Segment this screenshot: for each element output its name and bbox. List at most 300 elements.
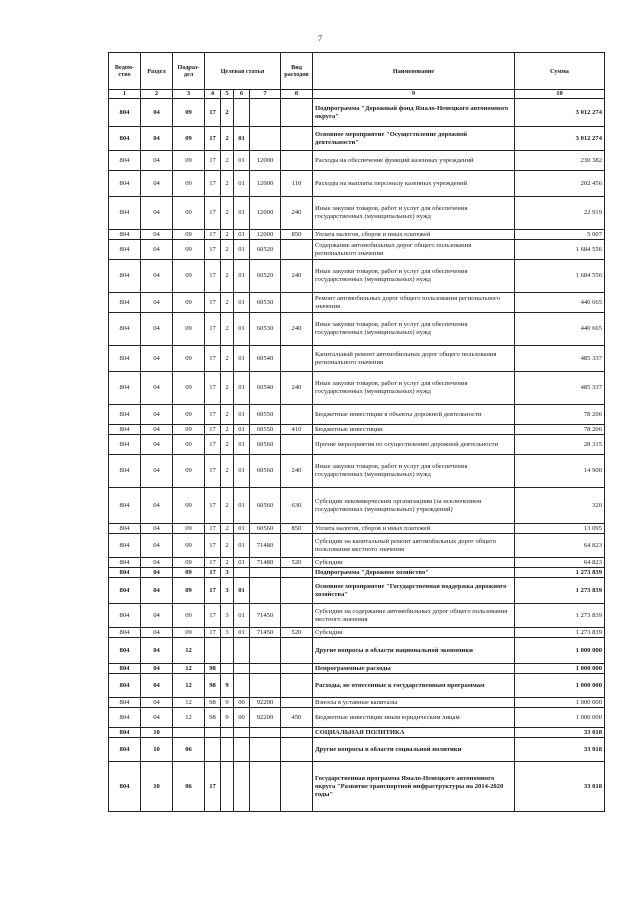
ved-cell: 804 [109, 534, 141, 558]
table-row [109, 435, 605, 455]
name-cell: СОЦИАЛЬНАЯ ПОЛИТИКА [313, 728, 515, 738]
cs2-cell: 2 [221, 435, 234, 455]
cs1-cell [205, 728, 221, 738]
cs1-cell: 17 [205, 435, 221, 455]
header-podrazdel: Подраз-дел [173, 53, 205, 90]
razdel-cell: 04 [141, 534, 173, 558]
ved-cell: 804 [109, 698, 141, 708]
table-row [109, 151, 605, 171]
cs3-cell: 01 [234, 197, 250, 230]
razdel-cell: 04 [141, 313, 173, 346]
cs2-cell: 2 [221, 127, 234, 151]
podrazdel-cell: 09 [173, 534, 205, 558]
cs3-cell: 01 [234, 534, 250, 558]
cs2-cell: 2 [221, 488, 234, 524]
razdel-cell: 04 [141, 628, 173, 638]
cs4-cell: 60530 [250, 313, 281, 346]
podrazdel-cell: 09 [173, 558, 205, 568]
ved-cell: 804 [109, 127, 141, 151]
cs1-cell: 17 [205, 372, 221, 405]
cs1-cell: 17 [205, 405, 221, 425]
vid-cell [281, 534, 313, 558]
name-cell: Бюджетные инвестиции в объекты дорожной деятельности [313, 405, 515, 425]
cs3-cell: 01 [234, 488, 250, 524]
razdel-cell: 04 [141, 260, 173, 293]
cs1-cell: 17 [205, 313, 221, 346]
cs2-cell: 2 [221, 230, 234, 240]
table-row [109, 346, 605, 372]
vid-cell: 110 [281, 171, 313, 197]
razdel-cell: 04 [141, 346, 173, 372]
cs2-cell [221, 728, 234, 738]
cs3-cell: 01 [234, 628, 250, 638]
ved-cell: 804 [109, 578, 141, 604]
podrazdel-cell: 09 [173, 260, 205, 293]
cs3-cell: 01 [234, 425, 250, 435]
vid-cell [281, 728, 313, 738]
cs4-cell: 60520 [250, 260, 281, 293]
header-name: Наименование [313, 53, 515, 90]
ved-cell: 804 [109, 293, 141, 313]
ved-cell: 804 [109, 628, 141, 638]
cs3-cell: 01 [234, 455, 250, 488]
razdel-cell: 04 [141, 99, 173, 127]
ved-cell: 804 [109, 558, 141, 568]
cs4-cell [250, 638, 281, 664]
razdel-cell: 04 [141, 455, 173, 488]
cs2-cell: 9 [221, 698, 234, 708]
cs2-cell: 2 [221, 455, 234, 488]
name-cell: Другие вопросы в области социальной политики [313, 738, 515, 762]
cs1-cell: 17 [205, 99, 221, 127]
cs3-cell: 01 [234, 240, 250, 260]
podrazdel-cell: 09 [173, 346, 205, 372]
cs3-cell [234, 638, 250, 664]
vid-cell: 240 [281, 372, 313, 405]
podrazdel-cell: 12 [173, 674, 205, 698]
ved-cell: 804 [109, 488, 141, 524]
table-row [109, 293, 605, 313]
razdel-cell: 04 [141, 638, 173, 664]
table-row [109, 628, 605, 638]
ved-cell: 804 [109, 664, 141, 674]
name-cell: Ремонт автомобильных дорог общего пользования регионального значения [313, 293, 515, 313]
cs2-cell [221, 638, 234, 664]
cs2-cell: 2 [221, 151, 234, 171]
cs4-cell: 60560 [250, 488, 281, 524]
sum-cell: 1 000 000 [515, 638, 605, 664]
col-num: 7 [250, 90, 281, 99]
ved-cell: 804 [109, 240, 141, 260]
table-row [109, 127, 605, 151]
cs2-cell: 2 [221, 405, 234, 425]
sum-cell: 1 273 839 [515, 578, 605, 604]
cs3-cell: 01 [234, 313, 250, 346]
vid-cell [281, 604, 313, 628]
cs2-cell: 2 [221, 197, 234, 230]
cs2-cell: 2 [221, 293, 234, 313]
cs2-cell: 2 [221, 99, 234, 127]
cs4-cell [250, 99, 281, 127]
podrazdel-cell: 09 [173, 435, 205, 455]
cs3-cell: 00 [234, 708, 250, 728]
cs1-cell: 17 [205, 293, 221, 313]
vid-cell: 850 [281, 524, 313, 534]
ved-cell: 804 [109, 346, 141, 372]
cs3-cell: 01 [234, 293, 250, 313]
cs3-cell [234, 738, 250, 762]
vid-cell [281, 762, 313, 812]
ved-cell: 804 [109, 260, 141, 293]
cs1-cell: 17 [205, 127, 221, 151]
cs3-cell: 01 [234, 405, 250, 425]
name-cell: Государственная программа Ямало-Ненецкого автономного округа "Развитие транспортной инфраструктуры на 2014-2020 годы" [313, 762, 515, 812]
table-row [109, 708, 605, 728]
cs1-cell: 17 [205, 488, 221, 524]
ved-cell: 804 [109, 638, 141, 664]
sum-cell: 1 273 839 [515, 568, 605, 578]
sum-cell: 230 382 [515, 151, 605, 171]
vid-cell: 520 [281, 628, 313, 638]
cs2-cell: 2 [221, 372, 234, 405]
name-cell: Капитальный ремонт автомобильных дорог общего пользования регионального значения [313, 346, 515, 372]
name-cell: Иные закупки товаров, работ и услуг для обеспечения государственных (муниципальных) нужд [313, 455, 515, 488]
cs3-cell: 01 [234, 435, 250, 455]
cs4-cell: 92200 [250, 698, 281, 708]
table-row [109, 738, 605, 762]
razdel-cell: 04 [141, 568, 173, 578]
podrazdel-cell: 09 [173, 313, 205, 346]
sum-cell: 1 000 000 [515, 674, 605, 698]
vid-cell: 850 [281, 230, 313, 240]
col-num: 2 [141, 90, 173, 99]
table-row [109, 604, 605, 628]
vid-cell [281, 738, 313, 762]
cs2-cell: 2 [221, 425, 234, 435]
ved-cell: 804 [109, 151, 141, 171]
razdel-cell: 04 [141, 558, 173, 568]
cs1-cell: 17 [205, 558, 221, 568]
table-row [109, 762, 605, 812]
cs1-cell: 17 [205, 260, 221, 293]
sum-cell: 1 273 839 [515, 604, 605, 628]
name-cell: Расходы на выплаты персоналу казенных учреждений [313, 171, 515, 197]
podrazdel-cell: 09 [173, 151, 205, 171]
ved-cell: 804 [109, 405, 141, 425]
vid-cell [281, 664, 313, 674]
cs2-cell: 9 [221, 674, 234, 698]
ved-cell: 804 [109, 99, 141, 127]
cs1-cell: 98 [205, 674, 221, 698]
vid-cell [281, 151, 313, 171]
cs1-cell: 17 [205, 534, 221, 558]
name-cell: Взносы в уставные капиталы [313, 698, 515, 708]
cs2-cell: 3 [221, 628, 234, 638]
cs4-cell [250, 762, 281, 812]
col-num: 4 [205, 90, 221, 99]
name-cell: Субсидии [313, 628, 515, 638]
name-cell: Бюджетные инвестиции иным юридическим лицам [313, 708, 515, 728]
sum-cell: 1 000 000 [515, 698, 605, 708]
header-sum: Сумма [515, 53, 605, 90]
razdel-cell: 10 [141, 762, 173, 812]
cs4-cell: 12000 [250, 197, 281, 230]
cs3-cell [234, 664, 250, 674]
cs4-cell: 71480 [250, 558, 281, 568]
cs2-cell [221, 762, 234, 812]
cs3-cell: 01 [234, 151, 250, 171]
razdel-cell: 04 [141, 488, 173, 524]
column-number-row [109, 90, 605, 99]
podrazdel-cell: 09 [173, 293, 205, 313]
cs4-cell [250, 664, 281, 674]
ved-cell: 804 [109, 197, 141, 230]
razdel-cell: 04 [141, 230, 173, 240]
table-row [109, 240, 605, 260]
cs1-cell: 17 [205, 628, 221, 638]
razdel-cell: 04 [141, 698, 173, 708]
vid-cell: 240 [281, 260, 313, 293]
table-row [109, 171, 605, 197]
cs3-cell [234, 762, 250, 812]
sum-cell: 64 823 [515, 534, 605, 558]
cs4-cell [250, 568, 281, 578]
sum-cell: 440 665 [515, 293, 605, 313]
vid-cell [281, 578, 313, 604]
sum-cell: 3 012 274 [515, 99, 605, 127]
col-num: 5 [221, 90, 234, 99]
cs2-cell: 2 [221, 260, 234, 293]
cs4-cell: 12000 [250, 230, 281, 240]
table-row [109, 578, 605, 604]
sum-cell: 1 000 000 [515, 708, 605, 728]
vid-cell: 520 [281, 558, 313, 568]
table-row [109, 698, 605, 708]
table-row [109, 425, 605, 435]
name-cell: Другие вопросы в области национальной экономики [313, 638, 515, 664]
table-row [109, 313, 605, 346]
sum-cell: 13 095 [515, 524, 605, 534]
cs1-cell: 17 [205, 425, 221, 435]
name-cell: Основное мероприятие "Государственная поддержка дорожного хозяйства" [313, 578, 515, 604]
razdel-cell: 04 [141, 664, 173, 674]
razdel-cell: 04 [141, 240, 173, 260]
cs1-cell [205, 738, 221, 762]
cs2-cell: 2 [221, 524, 234, 534]
sum-cell: 1 684 556 [515, 240, 605, 260]
vid-cell [281, 127, 313, 151]
sum-cell: 485 337 [515, 372, 605, 405]
cs2-cell: 3 [221, 578, 234, 604]
cs1-cell: 17 [205, 240, 221, 260]
cs2-cell: 2 [221, 534, 234, 558]
sum-cell: 3 012 274 [515, 127, 605, 151]
name-cell: Подпрограмма "Дорожное хозяйство" [313, 568, 515, 578]
table-row [109, 524, 605, 534]
sum-cell: 14 900 [515, 455, 605, 488]
name-cell: Субсидии на капитальный ремонт автомобильных дорог общего пользования местного значения [313, 534, 515, 558]
cs3-cell: 01 [234, 127, 250, 151]
table-row [109, 99, 605, 127]
ved-cell: 804 [109, 524, 141, 534]
cs4-cell: 71450 [250, 604, 281, 628]
name-cell: Содержание автомобильных дорог общего пользования регионального значения [313, 240, 515, 260]
sum-cell: 5 007 [515, 230, 605, 240]
sum-cell: 440 665 [515, 313, 605, 346]
cs4-cell: 60560 [250, 435, 281, 455]
cs4-cell [250, 127, 281, 151]
sum-cell: 64 823 [515, 558, 605, 568]
razdel-cell: 10 [141, 728, 173, 738]
razdel-cell: 04 [141, 674, 173, 698]
table-row [109, 674, 605, 698]
podrazdel-cell: 09 [173, 240, 205, 260]
cs3-cell [234, 674, 250, 698]
vid-cell [281, 435, 313, 455]
podrazdel-cell: 09 [173, 171, 205, 197]
razdel-cell: 04 [141, 604, 173, 628]
vid-cell [281, 99, 313, 127]
header-ved: Ведом-ство [109, 53, 141, 90]
vid-cell [281, 346, 313, 372]
ved-cell: 804 [109, 568, 141, 578]
razdel-cell: 04 [141, 524, 173, 534]
podrazdel-cell: 09 [173, 524, 205, 534]
cs3-cell: 01 [234, 230, 250, 240]
podrazdel-cell: 09 [173, 197, 205, 230]
vid-cell: 450 [281, 708, 313, 728]
razdel-cell: 10 [141, 738, 173, 762]
vid-cell [281, 674, 313, 698]
sum-cell: 1 000 000 [515, 664, 605, 674]
podrazdel-cell: 09 [173, 372, 205, 405]
cs1-cell: 98 [205, 708, 221, 728]
cs1-cell: 98 [205, 664, 221, 674]
cs4-cell: 60520 [250, 240, 281, 260]
razdel-cell: 04 [141, 708, 173, 728]
name-cell: Субсидии [313, 558, 515, 568]
sum-cell: 78 206 [515, 425, 605, 435]
name-cell: Уплата налогов, сборов и иных платежей [313, 524, 515, 534]
sum-cell: 22 919 [515, 197, 605, 230]
cs2-cell: 3 [221, 568, 234, 578]
podrazdel-cell: 12 [173, 698, 205, 708]
cs1-cell: 17 [205, 604, 221, 628]
name-cell: Уплата налогов, сборов и иных платежей [313, 230, 515, 240]
podrazdel-cell: 12 [173, 664, 205, 674]
cs1-cell: 17 [205, 578, 221, 604]
table-row [109, 405, 605, 425]
ved-cell: 804 [109, 762, 141, 812]
table-row [109, 728, 605, 738]
col-num: 6 [234, 90, 250, 99]
table-row [109, 372, 605, 405]
cs2-cell [221, 738, 234, 762]
cs1-cell: 17 [205, 762, 221, 812]
cs3-cell [234, 568, 250, 578]
podrazdel-cell: 09 [173, 488, 205, 524]
ved-cell: 804 [109, 708, 141, 728]
razdel-cell: 04 [141, 435, 173, 455]
name-cell: Расходы, не отнесенные к государственным программам [313, 674, 515, 698]
cs1-cell: 17 [205, 230, 221, 240]
cs3-cell: 01 [234, 524, 250, 534]
sum-cell: 33 018 [515, 738, 605, 762]
cs4-cell: 60550 [250, 425, 281, 435]
podrazdel-cell: 12 [173, 708, 205, 728]
col-num: 1 [109, 90, 141, 99]
page-number: 7 [318, 34, 322, 43]
ved-cell: 804 [109, 728, 141, 738]
cs3-cell: 00 [234, 698, 250, 708]
ved-cell: 804 [109, 425, 141, 435]
cs4-cell [250, 728, 281, 738]
sum-cell: 78 206 [515, 405, 605, 425]
cs3-cell: 01 [234, 558, 250, 568]
cs1-cell: 17 [205, 151, 221, 171]
cs3-cell: 01 [234, 604, 250, 628]
podrazdel-cell: 09 [173, 568, 205, 578]
cs1-cell [205, 638, 221, 664]
name-cell: Непрограммные расходы [313, 664, 515, 674]
table-row [109, 230, 605, 240]
col-num: 8 [281, 90, 313, 99]
header-razdel: Раздел [141, 53, 173, 90]
cs2-cell: 2 [221, 171, 234, 197]
cs4-cell: 92200 [250, 708, 281, 728]
cs2-cell: 2 [221, 558, 234, 568]
razdel-cell: 04 [141, 372, 173, 405]
table-row [109, 638, 605, 664]
cs3-cell [234, 728, 250, 738]
vid-cell [281, 240, 313, 260]
podrazdel-cell [173, 728, 205, 738]
cs1-cell: 17 [205, 346, 221, 372]
vid-cell: 410 [281, 425, 313, 435]
cs4-cell: 71450 [250, 628, 281, 638]
table-row [109, 488, 605, 524]
vid-cell: 630 [281, 488, 313, 524]
ved-cell: 804 [109, 230, 141, 240]
table-row [109, 534, 605, 558]
name-cell: Субсидии на содержание автомобильных дорог общего пользования местного значения [313, 604, 515, 628]
cs4-cell: 12000 [250, 171, 281, 197]
name-cell: Основное мероприятие "Осуществление дорожной деятельности" [313, 127, 515, 151]
podrazdel-cell: 09 [173, 455, 205, 488]
name-cell: Иные закупки товаров, работ и услуг для обеспечения государственных (муниципальных) нужд [313, 313, 515, 346]
cs1-cell: 17 [205, 568, 221, 578]
cs4-cell: 60560 [250, 455, 281, 488]
budget-table [108, 52, 605, 812]
podrazdel-cell: 09 [173, 127, 205, 151]
cs1-cell: 17 [205, 524, 221, 534]
cs2-cell: 2 [221, 313, 234, 346]
podrazdel-cell: 09 [173, 99, 205, 127]
podrazdel-cell: 12 [173, 638, 205, 664]
cs4-cell: 60550 [250, 405, 281, 425]
sum-cell: 485 337 [515, 346, 605, 372]
table-row [109, 558, 605, 568]
col-num: 3 [173, 90, 205, 99]
ved-cell: 804 [109, 604, 141, 628]
header-celevaya: Целевая статья [205, 53, 281, 90]
cs3-cell: 01 [234, 171, 250, 197]
name-cell: Иные закупки товаров, работ и услуг для обеспечения государственных (муниципальных) нужд [313, 372, 515, 405]
cs4-cell: 60560 [250, 524, 281, 534]
razdel-cell: 04 [141, 578, 173, 604]
cs1-cell: 98 [205, 698, 221, 708]
cs4-cell [250, 578, 281, 604]
